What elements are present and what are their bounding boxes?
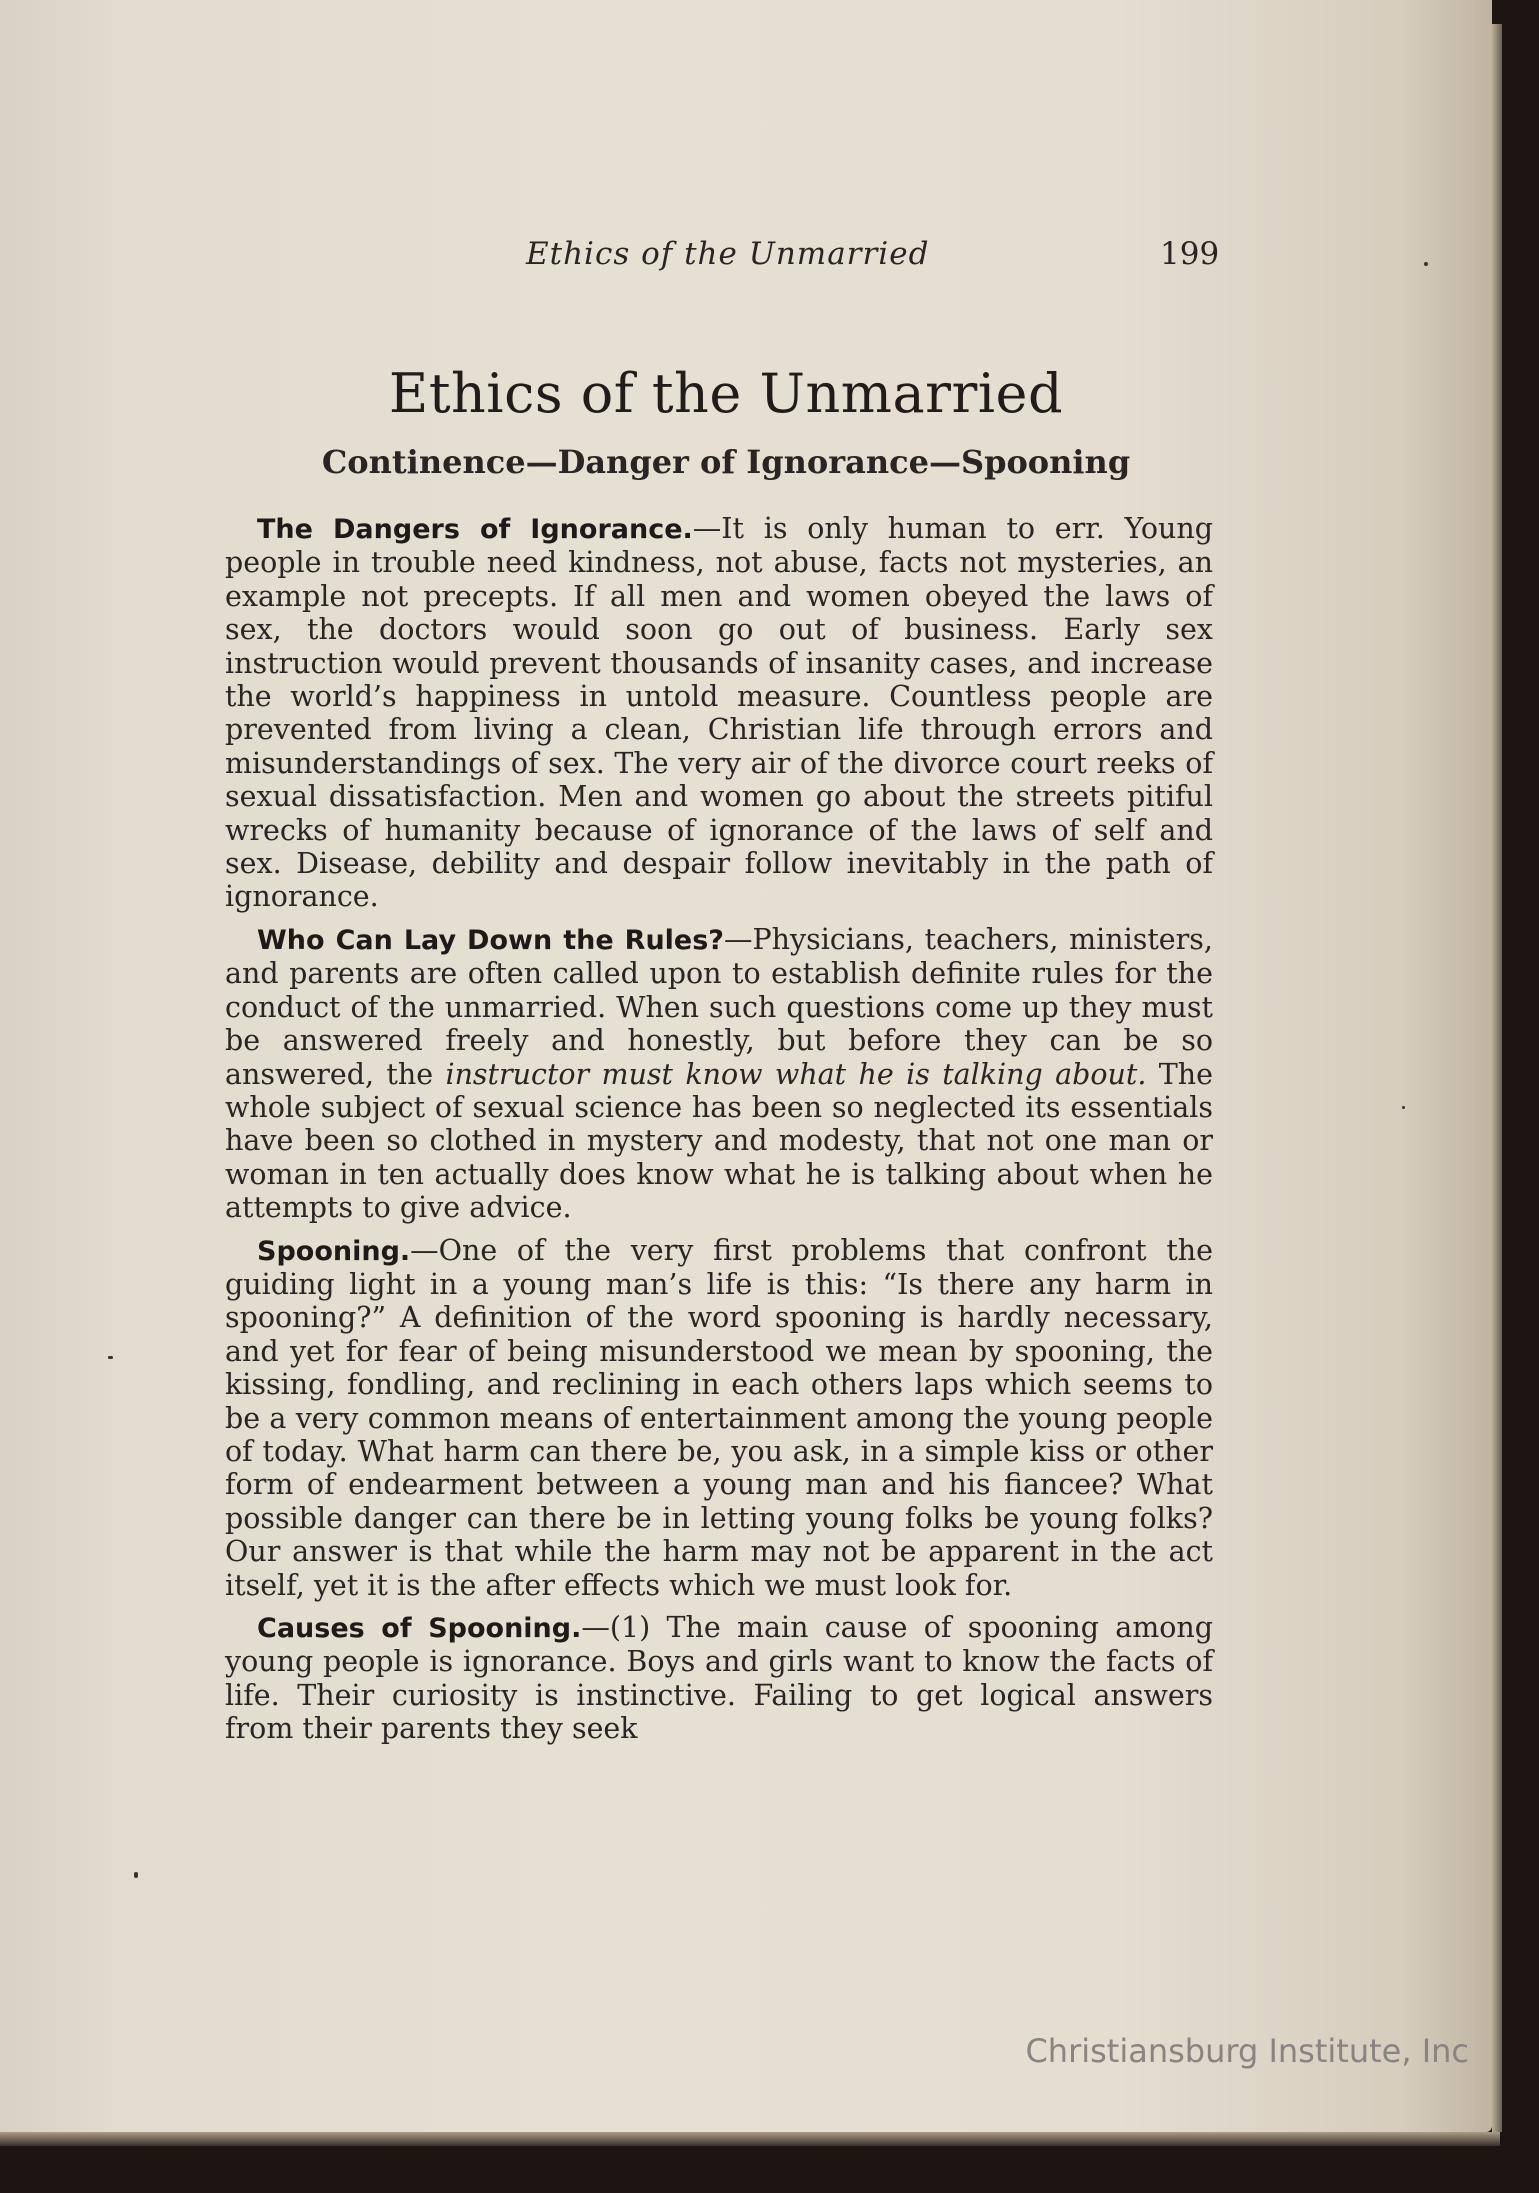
paragraph-spooning: [225, 1234, 1213, 1602]
paper-speck: [134, 1872, 138, 1878]
paper-speck: [1402, 1106, 1405, 1109]
paper-speck: [108, 1356, 113, 1359]
body-text: [225, 512, 1213, 1755]
paragraph-who-can-lay-down-rules: [225, 923, 1213, 1225]
page-number: 199: [1160, 236, 1220, 272]
chapter-subtitle: Continence—Danger of Ignorance—Spooning: [321, 443, 1131, 481]
section-heading: The Dangers of Ignorance.: [257, 514, 693, 545]
running-head-title: Ethics of the Unmarried: [526, 236, 930, 272]
section-heading: Causes of Spooning.: [257, 1613, 582, 1644]
section-heading: Spooning.: [257, 1235, 411, 1267]
page-edge-right: [1492, 24, 1502, 2132]
paragraph-text: —It is only human to err. Young people in trouble need kindness, not abuse, facts not mysteries, an example not precepts. If all men and women obeyed the laws of sex, the doctors would soon go out of business. Early sex instruction would prevent thousands of insanity cases, and increase the world’s happiness in untold measure. Countless people are prevented from living a clean, Christian life through errors and misunderstandings of sex. The very air of the divorce court reeks of sexual dissatisfaction. Men and women go about the streets pitiful wrecks of humanity because of ignorance of the laws of self and sex. Disease, debility and despair follow inevitably in the path of ignorance.: [225, 512, 1213, 914]
page-edge-bottom: [0, 2132, 1500, 2146]
paragraph-text: —One of the very first problems that confront the guiding light in a young man’s life is this: “Is there any harm in spooning?” A definition of the word spooning is hardly necessary, and yet for fear of being misunderstood we mean by spooning, the kissing, fondling, and reclining in each others laps which seems to be a very common means of entertainment among the young people of today. What harm can there be, you ask, in a simple kiss or other form of endearment between a young man and his fiancee? What possible danger can there be in letting young folks be young folks? Our answer is that while the harm may not be apparent in the act itself, yet it is the after effects which we must look for.: [225, 1233, 1213, 1602]
paragraph-text: The whole subject of sexual science has been so neglected its essentials have been so clothed in mystery and modesty, that not one man or woman in ten actually does know what he is talking about when he attempts to give advice.: [225, 1057, 1213, 1225]
paragraph-text: —(1) The main cause of spooning among young people is ignorance. Boys and girls want to know the facts of life. Their curiosity is instinctive. Failing to get logical answers from their parents they seek: [225, 1611, 1213, 1746]
watermark: Christiansburg Institute, Inc: [1025, 2032, 1469, 2070]
paragraph-dangers-of-ignorance: [225, 512, 1213, 914]
emphasized-text: instructor must know what he is talking about.: [445, 1057, 1147, 1091]
paragraph-text: —Physicians, teachers, ministers, and parents are often called upon to establish definite rules for the conduct of the unmarried. When such questions come up they must be answered freely and honestly, but before they can be so answered, the: [225, 922, 1213, 1091]
paragraph-causes-of-spooning: [225, 1611, 1213, 1746]
paper-speck: [1424, 262, 1428, 266]
section-heading: Who Can Lay Down the Rules?: [257, 924, 724, 956]
chapter-title: Ethics of the Unmarried: [388, 362, 1064, 425]
running-head: [520, 236, 1220, 280]
